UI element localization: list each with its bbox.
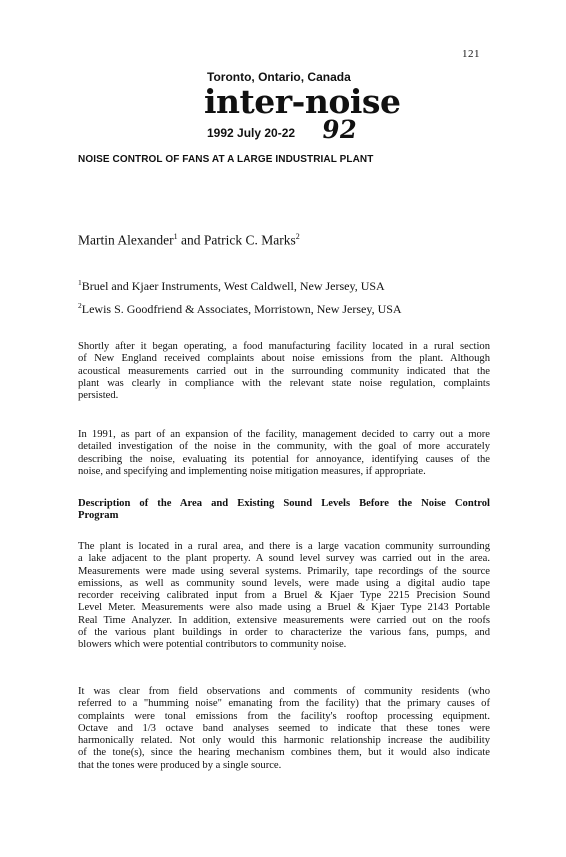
text-line: Shortly after it began operating, a food manufacturing facility located in a rural section	[78, 341, 490, 352]
page-number: 121	[462, 48, 480, 60]
text-line: persisted.	[78, 390, 119, 402]
affiliation-marker: 2	[295, 232, 300, 241]
body-paragraph-investigation	[78, 429, 490, 478]
section-heading	[78, 498, 490, 523]
text-line: harmonically related. Not only would this harmonic relationship increase the audibility	[78, 735, 490, 747]
text-line: complaints were tonal emissions from the facility's rooftop processing equipment.	[78, 710, 490, 722]
text-line: The plant is located in a rural area, and there is a large vacation community surrounding	[78, 541, 490, 552]
text-line: describing the noise, evaluating its potential for annoyance, identifying causes of the	[78, 453, 490, 465]
affiliation	[78, 301, 402, 317]
text-line: emissions, as well as community sound levels, were made using a digital audio tape	[78, 577, 490, 589]
text-line: In 1991, as part of an expansion of the facility, management decided to carry out a more	[78, 429, 490, 440]
author-name: Patrick C. Marks	[203, 232, 296, 248]
text-line: a lake adjacent to the plant property. A sound level survey was carried out in the area.	[78, 553, 490, 565]
text-line: Measurements were made using several systems. Primarily, tape recordings of the source	[78, 565, 490, 577]
conference-dates: 1992 July 20-22	[207, 126, 296, 140]
text-line: detailed investigation of the noise in the community, with the goal of more accurately	[78, 441, 490, 453]
text-line: Level Meter. Measurements were also made using a Bruel & Kjaer Type 2143 Portable	[78, 602, 490, 614]
affiliation-marker: 2	[78, 301, 82, 310]
body-paragraph-observations	[78, 686, 490, 772]
body-paragraph-intro	[78, 341, 490, 402]
conference-year-mark: 92	[320, 115, 359, 144]
text-line: recorder receiving calibrated input from a Bruel & Kjaer Type 2215 Precision Sound	[78, 590, 490, 602]
text-line: Octave and 1/3 octave band analyses seemed to indicate that these tones were	[78, 722, 490, 734]
text-line: referred to a "humming noise" emanating from the facility) that the primary causes of	[78, 698, 490, 710]
text-line: blowers which were potential contributors to community noise.	[78, 639, 347, 651]
text-line: plant was clearly in compliance with the relevant state noise regulation, complaints	[78, 377, 490, 389]
affiliation-marker: 1	[78, 278, 82, 287]
author-line	[78, 232, 300, 249]
paper-title: NOISE CONTROL OF FANS AT A LARGE INDUSTRIAL PLANT	[78, 154, 374, 165]
affiliation-text: Lewis S. Goodfriend & Associates, Morristown, New Jersey, USA	[81, 302, 402, 316]
author-conjunction: and	[177, 232, 204, 248]
conference-logo: inter-noise	[204, 82, 401, 121]
text-line: that the tones were produced by a single source.	[78, 759, 282, 771]
conference-location: Toronto, Ontario, Canada	[207, 70, 351, 84]
text-line: Real Time Analyzer. In addition, extensive measurements were carried out on the roofs	[78, 614, 490, 626]
heading-line: Program	[78, 510, 119, 522]
text-line: noise, and specifying and implementing noise mitigation measures, if appropriate.	[78, 465, 426, 477]
heading-line: Description of the Area and Existing Sound Levels Before the Noise Control	[78, 498, 490, 509]
affiliation-marker: 1	[173, 232, 178, 241]
author-name: Martin Alexander	[78, 232, 174, 248]
text-line: acoustical measurements carried out in the surrounding community indicated that the	[78, 365, 490, 377]
text-line: of the tone(s), since the hearing mechanism combines them, but it would also indicate	[78, 747, 490, 759]
text-line: of the various plant buildings in order to characterize the various fans, pumps, and	[78, 627, 490, 639]
affiliation	[78, 278, 385, 294]
text-line: of New England received complaints about noise emissions from the plant. Although	[78, 353, 490, 365]
body-paragraph-area	[78, 541, 490, 652]
text-line: It was clear from field observations and comments of community residents (who	[78, 686, 490, 697]
affiliation-text: Bruel and Kjaer Instruments, West Caldwell, New Jersey, USA	[81, 279, 385, 293]
